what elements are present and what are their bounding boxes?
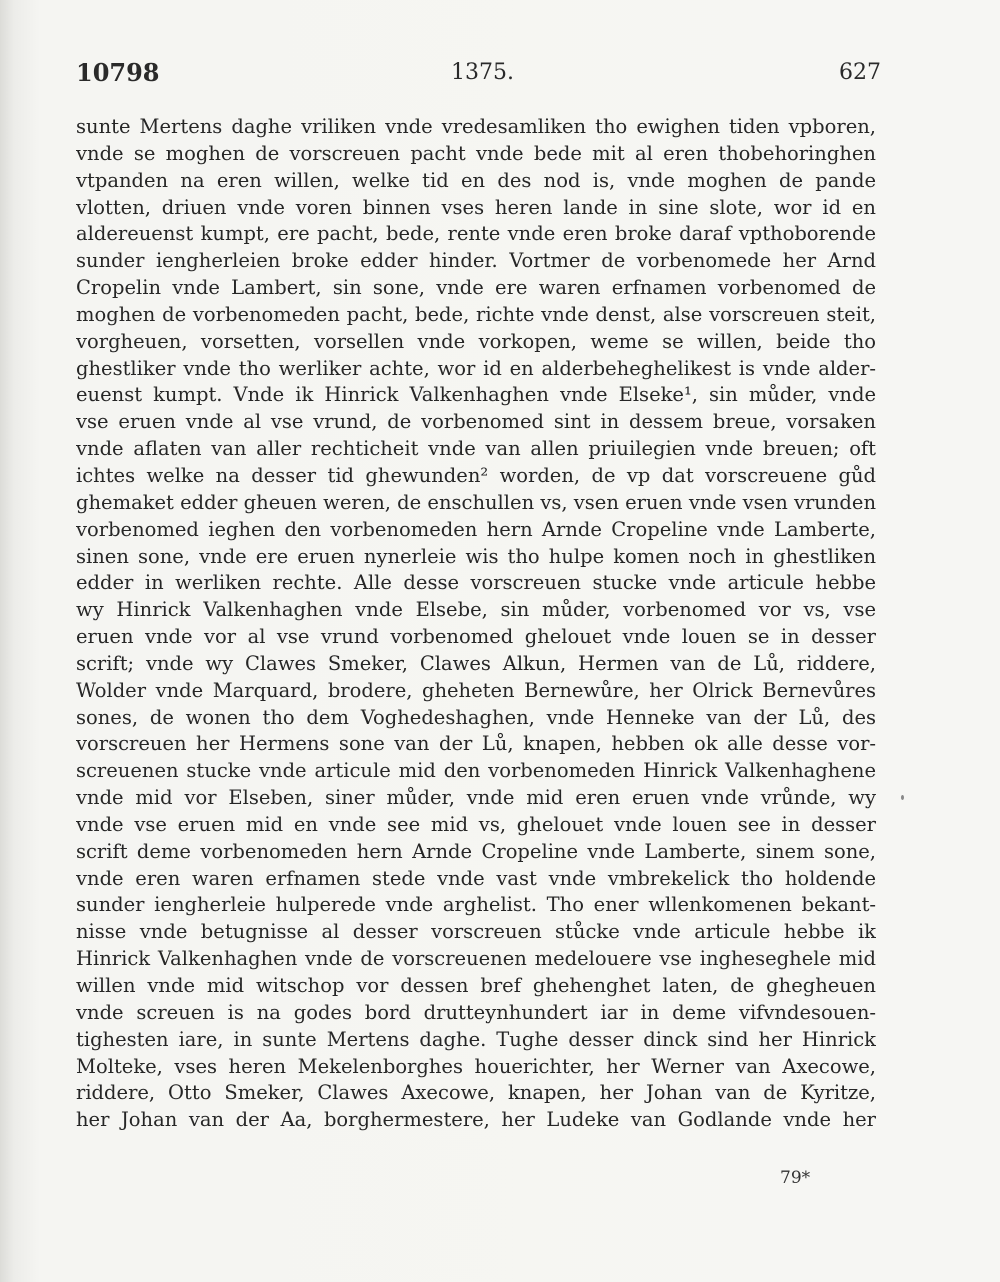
year-heading: 1375. <box>451 60 514 85</box>
text-line: scrift; vnde wy Clawes Smeker, Clawes Alkun, Hermen van de Lů, riddere, <box>76 651 876 675</box>
text-line: vnde aflaten van aller rechticheit vnde van allen priuilegien vnde breuen; oft <box>76 437 876 461</box>
text-line: tighesten iare, in sunte Mertens daghe. Tughe desser dinck sind her Hinrick <box>76 1027 876 1051</box>
text-line: vtpanden na eren willen, welke tid en des nod is, vnde moghen de pande <box>76 168 876 192</box>
signature-mark: 79* <box>780 1168 811 1188</box>
text-line: moghen de vorbenomeden pacht, bede, richte vnde denst, alse vorscreuen steit, <box>76 302 876 326</box>
text-line: vnde se moghen de vorscreuen pacht vnde bede mit al eren thobehoringhen <box>76 141 876 165</box>
page-header <box>0 58 1000 92</box>
text-line: vorbenomed ieghen den vorbenomeden hern Arnde Cropeline vnde Lamberte, <box>76 517 876 541</box>
text-line: vnde mid vor Elseben, siner můder, vnde mid eren eruen vnde vrůnde, wy <box>76 786 876 810</box>
text-line: riddere, Otto Smeker, Clawes Axecowe, knapen, her Johan van de Kyritze, <box>76 1081 876 1105</box>
text-line: sunder iengherleien broke edder hinder. Vortmer de vorbenomede her Arnd <box>76 249 876 273</box>
text-line: vnde eren waren erfnamen stede vnde vast vnde vmbrekelick tho holdende <box>76 866 876 890</box>
text-line: wy Hinrick Valkenhaghen vnde Elsebe, sin můder, vorbenomed vor vs, vse <box>76 598 876 622</box>
text-line: vnde screuen is na godes bord drutteynhundert iar in deme vifvndesouen- <box>76 1000 876 1024</box>
text-line: scrift deme vorbenomeden hern Arnde Cropeline vnde Lamberte, sinem sone, <box>76 839 876 863</box>
text-line: ichtes welke na desser tid ghewunden² worden, de vp dat vorscreuene gůd <box>76 463 876 487</box>
text-line: Wolder vnde Marquard, brodere, gheheten Bernewůre, her Olrick Bernevůres <box>76 678 876 702</box>
scan-speck <box>901 795 904 800</box>
text-line: vse eruen vnde al vse vrund, de vorbenomed sint in dessem breue, vorsaken <box>76 410 876 434</box>
text-line: Hinrick Valkenhaghen vnde de vorscreuenen medelouere vse ingheseghele mid <box>76 947 876 971</box>
text-line: willen vnde mid witschop vor dessen bref ghehenghet laten, de ghegheuen <box>76 974 876 997</box>
text-line: vlotten, driuen vnde voren binnen vses heren lande in sine slote, wor id en <box>76 195 876 219</box>
text-line: sinen sone, vnde ere eruen nynerleie wis tho hulpe komen noch in ghestliken <box>76 544 876 568</box>
text-line: sunte Mertens daghe vriliken vnde vredesamliken tho ewighen tiden vpboren, <box>76 115 876 138</box>
text-line: screuenen stucke vnde articule mid den vorbenomeden Hinrick Valkenhaghene <box>76 759 876 783</box>
text-line: ghestliker vnde tho werliker achte, wor id en alderbeheghelikest is vnde alder- <box>76 356 876 380</box>
document-number: 10798 <box>76 58 160 87</box>
text-line: Molteke, vses heren Mekelenborghes houerichter, her Werner van Axecowe, <box>76 1054 876 1078</box>
text-line: vnde vse eruen mid en vnde see mid vs, ghelouet vnde louen see in desser <box>76 812 876 836</box>
page-number: 627 <box>839 60 881 85</box>
text-line: ghemaket edder gheuen weren, de enschullen vs, vsen eruen vnde vsen vrunden <box>76 490 876 514</box>
text-line: Cropelin vnde Lambert, sin sone, vnde ere waren erfnamen vorbenomed de <box>76 276 876 300</box>
text-line: sones, de wonen tho dem Voghedeshaghen, vnde Henneke van der Lů, des <box>76 705 876 729</box>
text-line: her Johan van der Aa, borghermestere, her Ludeke van Godlande vnde her <box>76 1108 876 1132</box>
text-line: vorscreuen her Hermens sone van der Lů, knapen, hebben ok alle desse vor- <box>76 732 876 756</box>
text-line: euenst kumpt. Vnde ik Hinrick Valkenhaghen vnde Elseke¹, sin můder, vnde <box>76 383 876 407</box>
body-text <box>76 114 876 1134</box>
text-line: aldereuenst kumpt, ere pacht, bede, rente vnde eren broke daraf vpthoborende <box>76 222 876 246</box>
text-line: edder in werliken rechte. Alle desse vorscreuen stucke vnde articule hebbe <box>76 571 876 595</box>
text-line: sunder iengherleie hulperede vnde arghelist. Tho ener wllenkomenen bekant- <box>76 893 876 917</box>
text-line: nisse vnde betugnisse al desser vorscreuen stůcke vnde articule hebbe ik <box>76 920 876 944</box>
text-line: eruen vnde vor al vse vrund vorbenomed ghelouet vnde louen se in desser <box>76 625 876 649</box>
text-line: vorgheuen, vorsetten, vorsellen vnde vorkopen, weme se willen, beide tho <box>76 329 876 353</box>
